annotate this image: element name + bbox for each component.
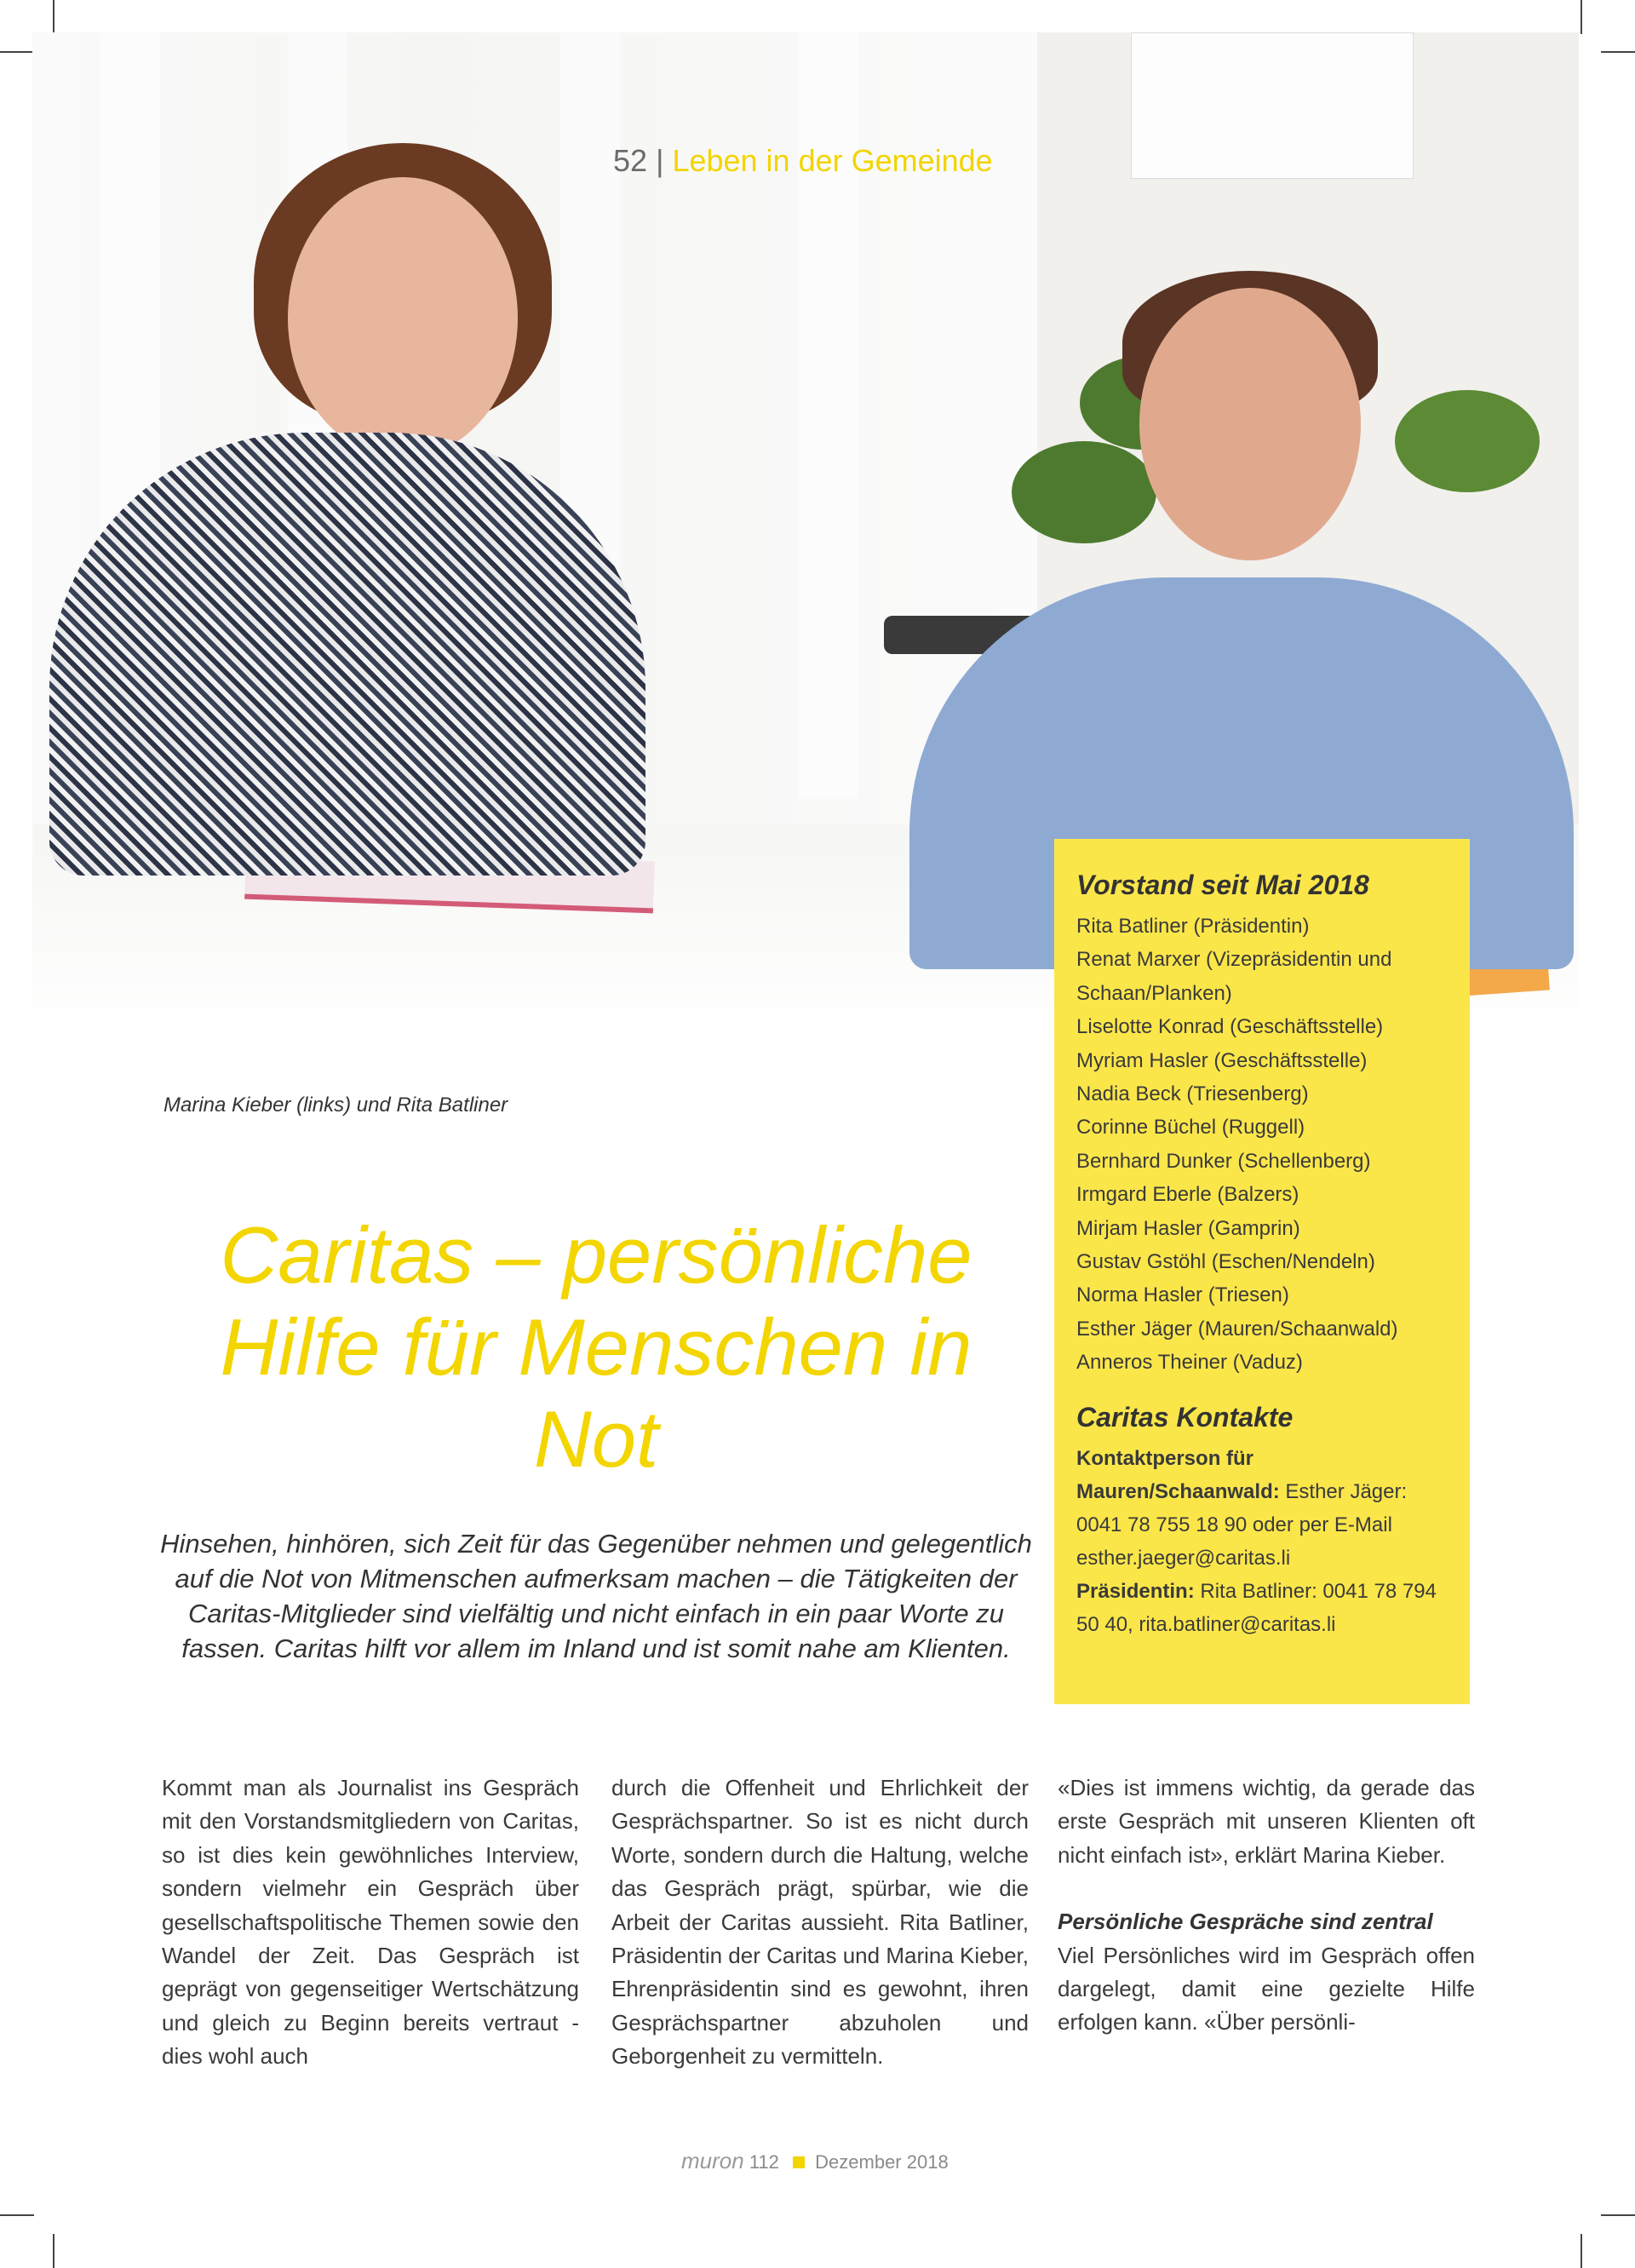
article-lead: Hinsehen, hinhören, sich Zeit für das Gegenüber nehmen und gelegentlich auf die Not von Mitmenschen aufmerksam machen – die Tätigkeiten der Caritas-Mitglieder sind vielfältig und nicht einfach in ein paar Worte zu fassen. Caritas hilft vor allem im Inland und ist somit nahe am Klienten.	[160, 1529, 1032, 1663]
member-list	[1076, 910, 1449, 1380]
crop-mark	[1580, 0, 1582, 34]
body-paragraph: «Dies ist immens wichtig, da gerade das erste Gespräch mit unseren Klienten oft nicht einfach ist», erklärt Marina Kieber.	[1058, 1775, 1475, 1868]
photo-caption: Marina Kieber (links) und Rita Batliner	[164, 1094, 508, 1117]
crop-mark	[0, 51, 34, 53]
article-title: Caritas – persönliche Hilfe für Menschen in Not	[220, 1210, 972, 1484]
issue-date: Dezember 2018	[815, 2151, 949, 2173]
member-item: Liselotte Konrad (Geschäftsstelle)	[1076, 1015, 1384, 1039]
yellow-square-icon	[793, 2156, 805, 2168]
contact-mauren	[1076, 1442, 1449, 1575]
kontakte-heading: Caritas Kontakte	[1076, 1401, 1294, 1433]
contact-praesidentin-text: Rita Batliner: 0041 78 794 50 40, rita.batliner@caritas.li	[1076, 1579, 1437, 1636]
photo-person-left-face	[288, 177, 518, 458]
crop-mark	[53, 0, 54, 34]
photo-poster	[1131, 32, 1414, 179]
contact-praesidentin	[1076, 1575, 1449, 1641]
body-column-2	[611, 1771, 1029, 2074]
member-item: Nadia Beck (Triesenberg)	[1076, 1082, 1309, 1106]
member-item: Myriam Hasler (Geschäftsstelle)	[1076, 1048, 1368, 1072]
member-item: Corinne Büchel (Ruggell)	[1076, 1116, 1305, 1140]
member-item: Schaan/Planken)	[1076, 981, 1232, 1005]
member-item: Bernhard Dunker (Schellenberg)	[1076, 1149, 1371, 1173]
contact-mauren-label: Kontaktperson für Mauren/Schaanwald:	[1076, 1446, 1280, 1503]
member-item: Gustav Gstöhl (Eschen/Nendeln)	[1076, 1250, 1375, 1274]
header-separator: |	[656, 143, 664, 178]
body-paragraph: Kommt man als Journalist ins Gespräch mit den Vorstandsmitgliedern von Caritas, so ist dies kein gewöhnliches Interview, sondern vielmehr ein Gespräch über gesellschaftspolitische Themen sowie den Wandel der Zeit. Das Gespräch ist geprägt von gegenseitiger Wertschätzung und gleich zu Beginn bereits vertraut - dies wohl auch	[162, 1775, 579, 2070]
section-title: Leben in der Gemeinde	[672, 143, 993, 178]
issue-number: 112	[749, 2151, 779, 2173]
body-column-3	[1058, 1771, 1475, 2040]
photo-plant	[1395, 390, 1540, 492]
crop-mark	[1580, 2234, 1582, 2268]
contact-praesidentin-label: Präsidentin:	[1076, 1579, 1195, 1603]
magazine-name: muron	[681, 2148, 744, 2173]
vorstand-heading: Vorstand seit Mai 2018	[1076, 870, 1369, 900]
member-item: Renat Marxer (Vizepräsidentin und	[1076, 948, 1392, 972]
member-item: Esther Jäger (Mauren/Schaanwald)	[1076, 1317, 1398, 1341]
photo-person-left	[49, 433, 645, 876]
member-item: Norma Hasler (Triesen)	[1076, 1283, 1289, 1307]
member-item: Irmgard Eberle (Balzers)	[1076, 1183, 1299, 1207]
contact-mauren-text: Esther Jäger: 0041 78 755 18 90 oder per E-Mail esther.jaeger@caritas.li	[1076, 1479, 1408, 1570]
body-column-1	[162, 1771, 579, 2074]
crop-mark	[53, 2234, 54, 2268]
photo-plant	[1012, 441, 1156, 543]
crop-mark	[1601, 2214, 1635, 2216]
member-item: Rita Batliner (Präsidentin)	[1076, 915, 1310, 938]
crop-mark	[0, 2214, 34, 2216]
running-header	[613, 143, 993, 179]
crop-mark	[1601, 51, 1635, 53]
body-paragraph: Viel Persönliches wird im Gespräch offen dargelegt, damit eine gezielte Hilfe erfolgen kann. «Über persönli-	[1058, 1942, 1475, 2035]
page-footer	[681, 2148, 949, 2174]
member-item: Mirjam Hasler (Gamprin)	[1076, 1216, 1300, 1240]
body-paragraph: durch die Offenheit und Ehrlichkeit der Gesprächspartner. So ist es nicht durch Worte, sondern durch die Haltung, welche das Gespräch prägt, spürbar, wie die Arbeit der Caritas aussieht. Rita Batliner, Präsidentin der Caritas und Marina Kieber, Ehrenpräsidentin sind es gewohnt, ihren Gesprächspartner abzuholen und Geborgenheit zu vermitteln.	[611, 1775, 1029, 2070]
info-box	[1054, 839, 1470, 1704]
subheading: Persönliche Gespräche sind zentral	[1058, 1909, 1433, 1935]
photo-person-right-face	[1139, 288, 1361, 560]
member-item: Anneros Theiner (Vaduz)	[1076, 1351, 1303, 1375]
page-number: 52	[613, 143, 648, 178]
